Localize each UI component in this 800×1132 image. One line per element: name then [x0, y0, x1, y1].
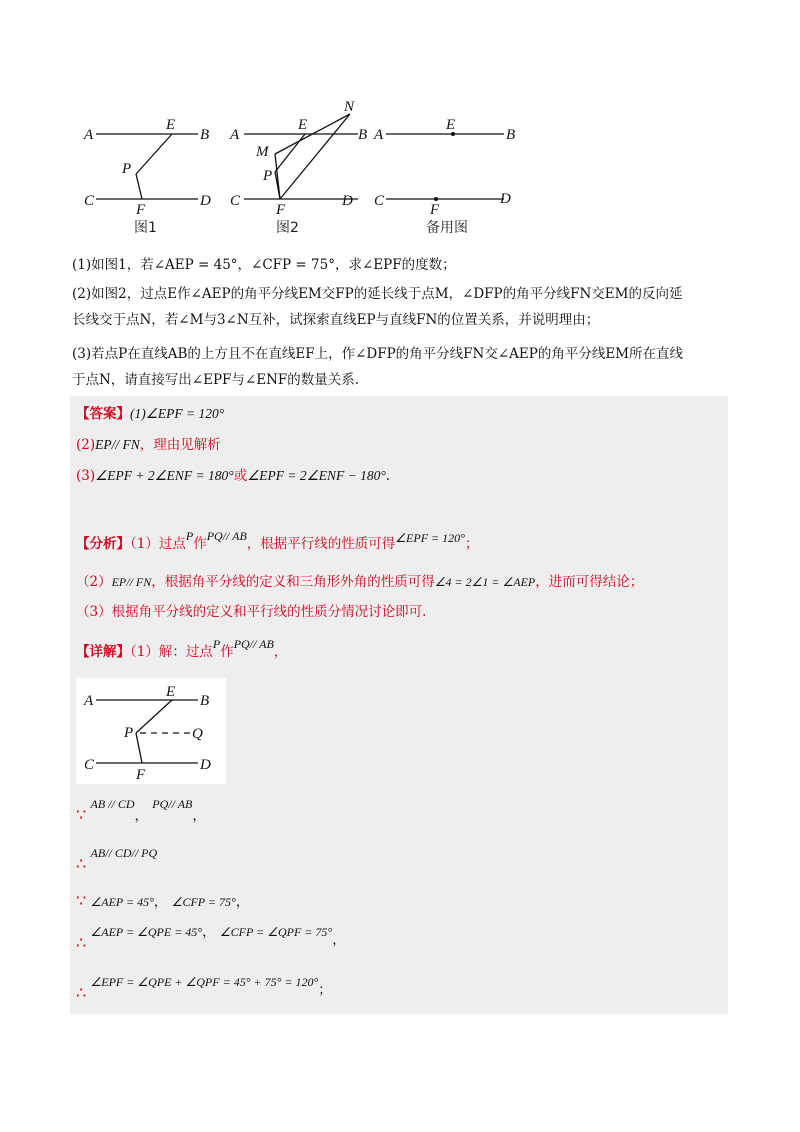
fig1-label-f: F — [136, 202, 146, 218]
detail-intro-a: （1）解：过点 — [130, 644, 213, 660]
step-4-math-2: ∠CFP = ∠QPF = 75° — [219, 925, 333, 939]
analysis-2-a: （2） — [76, 574, 112, 590]
fig2-label-c: C — [230, 193, 241, 209]
answer-3-or: 或 — [233, 468, 248, 484]
therefore-symbol-2: ∴ — [76, 933, 87, 952]
step-1-math-2: PQ// AB — [152, 797, 193, 811]
fig4-label-a: A — [84, 693, 94, 709]
step-1-math-1: AB // CD — [90, 797, 135, 811]
figure-3 — [373, 117, 515, 236]
answer-3-prefix: (3) — [76, 468, 96, 484]
step-3-math-2: ∠CFP = 75° — [171, 895, 236, 909]
analysis-1-c: ，根据平行线的性质可得 — [246, 536, 396, 552]
answer-2-suffix: ，理由见解析 — [139, 437, 221, 453]
fig2-caption: 图2 — [276, 220, 299, 236]
fig2-label-e: E — [298, 117, 308, 133]
detail-intro-b: 作 — [220, 644, 234, 660]
fig4-label-b: B — [200, 693, 210, 709]
fig3-label-b: B — [506, 127, 516, 143]
detail-intro-end: ， — [273, 644, 288, 660]
fig3-label-c: C — [374, 193, 385, 209]
analysis-1-b: 作 — [193, 536, 207, 552]
analysis-1-math: PQ// AB — [206, 529, 247, 543]
question-3-line-2: 于点N，请直接写出∠EPF与∠ENF的数量关系. — [72, 372, 360, 388]
fig1-label-p: P — [122, 161, 132, 177]
detail-intro — [76, 637, 288, 660]
analysis-2-c: ，进而可得结论； — [535, 574, 644, 590]
fig2-label-a: A — [230, 127, 240, 143]
figures-row — [80, 96, 530, 246]
fig3-label-e: E — [446, 117, 456, 133]
answer-2-math: EP// FN — [95, 437, 140, 452]
fig1-caption: 图1 — [134, 220, 157, 236]
because-symbol-2: ∵ — [76, 891, 87, 910]
fig4-label-q: Q — [192, 726, 203, 742]
therefore-symbol: ∴ — [76, 854, 87, 873]
question-1: (1)如图1，若∠AEP = 45°，∠CFP = 75°，求∠EPF的度数； — [72, 257, 456, 273]
fig4-label-d: D — [200, 757, 211, 773]
fig4-label-f: F — [136, 767, 146, 783]
fig3-label-d: D — [500, 191, 511, 207]
therefore-symbol-3: ∴ — [76, 983, 87, 1002]
fig2-label-d: D — [342, 193, 353, 209]
answer-line-1 — [76, 402, 224, 422]
fig2-label-f: F — [276, 202, 286, 218]
step-2-math: AB// CD// PQ — [90, 846, 158, 860]
answer-1: (1)∠EPF = 120° — [130, 406, 225, 421]
question-2-line-2: 长线交于点N，若∠M与3∠N互补，试探索直线EP与直线FN的位置关系，并说明理由； — [72, 312, 600, 328]
because-symbol: ∵ — [76, 805, 87, 824]
answer-2-prefix: (2) — [76, 437, 96, 453]
analysis-2-math: EP// FN — [111, 575, 152, 589]
fig3-label-a: A — [374, 127, 384, 143]
detail-step-2 — [76, 842, 158, 873]
answer-line-3 — [76, 464, 390, 484]
analysis-2-b: ，根据角平分线的定义和三角形外角的性质可得 — [151, 574, 435, 590]
detail-figure-svg — [76, 678, 226, 784]
step-3-math-1: ∠AEP = 45° — [90, 895, 154, 909]
fig4-label-c: C — [84, 757, 95, 773]
fig2-label-p: P — [263, 168, 273, 184]
analysis-2-math-2: ∠4 = 2∠1 = ∠AEP — [434, 575, 536, 589]
fig1-label-b: B — [200, 127, 210, 143]
detail-intro-math: PQ// AB — [233, 637, 274, 651]
fig1-label-c: C — [84, 193, 95, 209]
analysis-1-math-2: ∠EPF = 120° — [395, 531, 465, 545]
fig2-label-m: M — [256, 144, 269, 160]
analysis-1-a: （1）过点 — [130, 536, 186, 552]
detail-step-5 — [76, 970, 332, 1002]
answer-3-math-2: ∠EPF = 2∠ENF − 180° — [247, 468, 386, 483]
fig1-label-d: D — [200, 193, 211, 209]
question-3-line-1: (3)若点P在直线AB的上方且不在直线EF上，作∠DFP的角平分线FN交∠AEP的角平分线EM所在直线 — [72, 346, 684, 362]
answer-3-end: . — [385, 468, 391, 484]
answer-3-math-1: ∠EPF + 2∠ENF = 180° — [95, 468, 234, 483]
answer-tag: 【答案】 — [76, 406, 130, 422]
fig1-label-e: E — [166, 117, 176, 133]
analysis-1-end: ； — [464, 536, 479, 552]
detail-intro-p: P — [212, 637, 221, 651]
analysis-line-3: （3）根据角平分线的定义和平行线的性质分情况讨论即可. — [76, 604, 427, 620]
fig4-label-e: E — [166, 684, 176, 700]
fig2-label-n: N — [344, 99, 355, 115]
detail-step-3: ∵ ∠AEP = 45°， ∠CFP = 75°， — [76, 891, 250, 910]
analysis-tag: 【分析】 — [76, 536, 130, 552]
detail-step-4: ∴ ∠AEP = ∠QPE = 45°， ∠CFP = ∠QPF = 75°， — [76, 924, 346, 952]
analysis-line-2 — [76, 570, 643, 590]
detail-figure — [76, 678, 226, 784]
fig3-label-f: F — [430, 202, 440, 218]
fig3-caption: 备用图 — [426, 220, 468, 236]
fig4-label-p: P — [124, 725, 134, 741]
figure-2 — [229, 99, 367, 236]
figure-1 — [83, 117, 211, 236]
detail-tag: 【详解】 — [76, 644, 130, 660]
fig1-label-a: A — [84, 127, 94, 143]
analysis-1-p: P — [185, 529, 194, 543]
fig2-label-b: B — [358, 127, 368, 143]
figures-svg — [80, 96, 530, 246]
answer-line-2 — [76, 433, 221, 453]
detail-step-1: ∵ AB // CD， PQ// AB， — [76, 797, 206, 824]
question-2-line-1: (2)如图2，过点E作∠AEP的角平分线EM交FP的延长线于点M，∠DFP的角平分线FN交EM的反向延 — [72, 286, 683, 302]
step-5-end: ； — [318, 982, 332, 998]
step-5-math: ∠EPF = ∠QPE + ∠QPF = 45° + 75° = 120° — [90, 975, 319, 989]
step-4-math-1: ∠AEP = ∠QPE = 45° — [90, 925, 203, 939]
analysis-line-1 — [76, 529, 479, 552]
